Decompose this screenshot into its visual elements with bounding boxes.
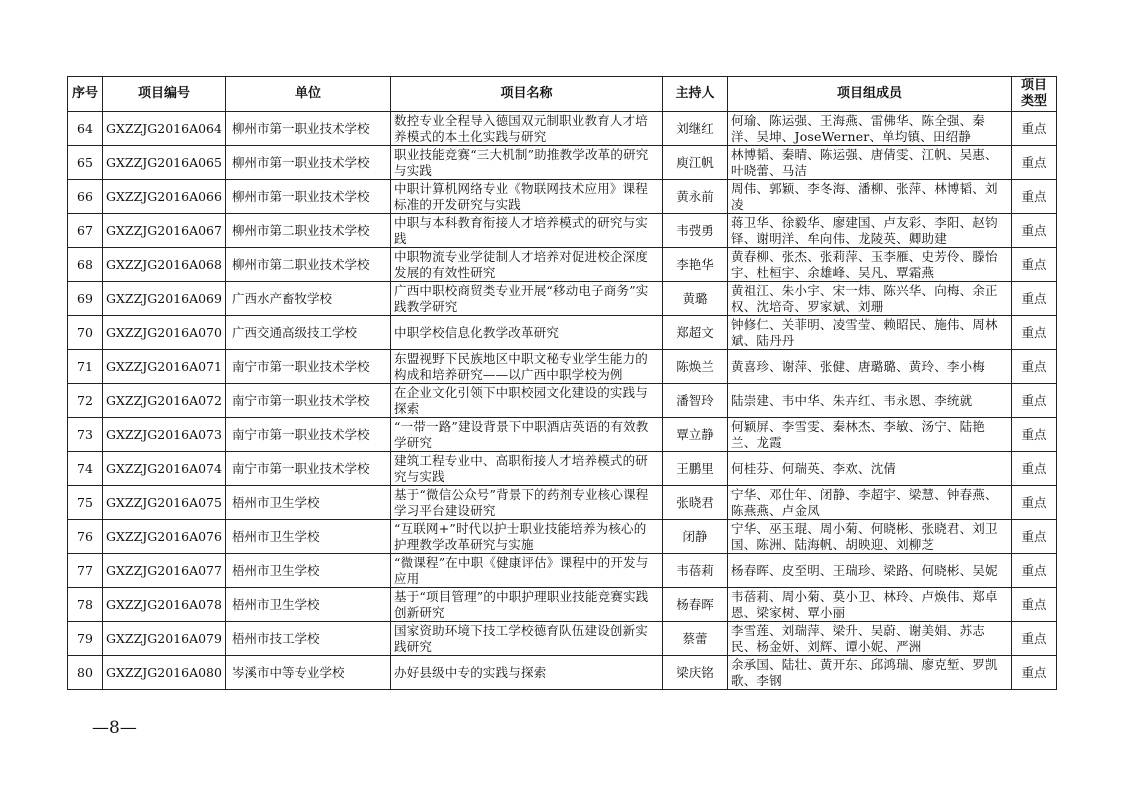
cell-seq: 65 xyxy=(68,146,103,180)
cell-unit: 柳州市第一职业技术学校 xyxy=(226,146,391,180)
cell-members: 宁华、巫玉琨、周小菊、何晓彬、张晓君、刘卫国、陈洲、陆海帆、胡映迎、刘柳芝 xyxy=(728,520,1012,554)
table-row xyxy=(68,384,1057,418)
cell-type: 重点 xyxy=(1012,316,1057,350)
header-name: 项目名称 xyxy=(391,77,663,112)
cell-name: 基于“微信公众号”背景下的药剂专业核心课程学习平台建设研究 xyxy=(391,486,663,520)
header-members: 项目组成员 xyxy=(728,77,1012,112)
cell-name: 基于“项目管理”的中职护理职业技能竞赛实践创新研究 xyxy=(391,588,663,622)
cell-host: 庾江帆 xyxy=(663,146,728,180)
cell-unit: 南宁市第一职业技术学校 xyxy=(226,418,391,452)
table-row xyxy=(68,350,1057,384)
cell-members: 何桂芬、何瑞英、李欢、沈倩 xyxy=(728,452,1012,486)
cell-unit: 广西交通高级技工学校 xyxy=(226,316,391,350)
cell-unit: 柳州市第二职业技术学校 xyxy=(226,214,391,248)
cell-code: GXZZJG2016A073 xyxy=(103,418,226,452)
cell-host: 黄永前 xyxy=(663,180,728,214)
header-host: 主持人 xyxy=(663,77,728,112)
table-row xyxy=(68,180,1057,214)
cell-members: 黄喜珍、谢萍、张健、唐璐璐、黄玲、李小梅 xyxy=(728,350,1012,384)
cell-code: GXZZJG2016A074 xyxy=(103,452,226,486)
cell-members: 韦蓓莉、周小菊、莫小卫、林玲、卢焕伟、郑卓恩、梁家树、覃小丽 xyxy=(728,588,1012,622)
cell-type: 重点 xyxy=(1012,656,1057,690)
cell-members: 周伟、郭颖、李冬海、潘柳、张萍、林博韬、刘凌 xyxy=(728,180,1012,214)
cell-name: 在企业文化引领下中职校园文化建设的实践与探索 xyxy=(391,384,663,418)
cell-members: 李雪莲、刘瑞萍、梁升、吴蔚、谢美娟、苏志民、杨金妍、刘辉、谭小妮、严洲 xyxy=(728,622,1012,656)
cell-seq: 64 xyxy=(68,112,103,146)
cell-seq: 73 xyxy=(68,418,103,452)
cell-seq: 68 xyxy=(68,248,103,282)
cell-seq: 69 xyxy=(68,282,103,316)
cell-name: “微课程”在中职《健康评估》课程中的开发与应用 xyxy=(391,554,663,588)
cell-code: GXZZJG2016A064 xyxy=(103,112,226,146)
cell-host: 蔡蕾 xyxy=(663,622,728,656)
cell-host: 潘智玲 xyxy=(663,384,728,418)
cell-members: 杨春晖、皮至明、王瑞珍、梁路、何晓彬、吴妮 xyxy=(728,554,1012,588)
cell-name: 职业技能竞赛“三大机制”助推教学改革的研究与实践 xyxy=(391,146,663,180)
cell-host: 黄璐 xyxy=(663,282,728,316)
header-seq: 序号 xyxy=(68,77,103,112)
cell-code: GXZZJG2016A069 xyxy=(103,282,226,316)
cell-type: 重点 xyxy=(1012,554,1057,588)
cell-seq: 70 xyxy=(68,316,103,350)
cell-members: 何颖屏、李雪雯、秦林杰、李敏、汤宁、陆艳兰、龙霞 xyxy=(728,418,1012,452)
table-row xyxy=(68,282,1057,316)
cell-name: 中职与本科教育衔接人才培养模式的研究与实践 xyxy=(391,214,663,248)
cell-unit: 岑溪市中等专业学校 xyxy=(226,656,391,690)
cell-host: 张晓君 xyxy=(663,486,728,520)
table-row xyxy=(68,554,1057,588)
cell-seq: 67 xyxy=(68,214,103,248)
cell-type: 重点 xyxy=(1012,214,1057,248)
cell-members: 钟修仁、关菲明、凌雪莹、赖昭民、施伟、周林斌、陆丹丹 xyxy=(728,316,1012,350)
cell-type: 重点 xyxy=(1012,418,1057,452)
cell-name: 中职学校信息化教学改革研究 xyxy=(391,316,663,350)
table-row xyxy=(68,656,1057,690)
cell-name: 办好县级中专的实践与探索 xyxy=(391,656,663,690)
cell-members: 何瑜、陈运强、王海燕、雷佛华、陈全强、秦洋、吴坤、JoseWerner、单均镇、田绍静 xyxy=(728,112,1012,146)
cell-type: 重点 xyxy=(1012,384,1057,418)
cell-type: 重点 xyxy=(1012,588,1057,622)
cell-type: 重点 xyxy=(1012,486,1057,520)
cell-host: 闭静 xyxy=(663,520,728,554)
cell-seq: 66 xyxy=(68,180,103,214)
cell-seq: 72 xyxy=(68,384,103,418)
cell-seq: 78 xyxy=(68,588,103,622)
cell-unit: 柳州市第一职业技术学校 xyxy=(226,112,391,146)
cell-host: 陈焕兰 xyxy=(663,350,728,384)
table-body xyxy=(68,112,1057,690)
table-row xyxy=(68,520,1057,554)
cell-code: GXZZJG2016A065 xyxy=(103,146,226,180)
cell-code: GXZZJG2016A079 xyxy=(103,622,226,656)
cell-type: 重点 xyxy=(1012,520,1057,554)
cell-members: 林博韬、秦晴、陈运强、唐倩雯、江帆、吴惠、叶晓蕾、马洁 xyxy=(728,146,1012,180)
cell-unit: 柳州市第二职业技术学校 xyxy=(226,248,391,282)
table-row xyxy=(68,112,1057,146)
cell-host: 韦蓓莉 xyxy=(663,554,728,588)
cell-unit: 南宁市第一职业技术学校 xyxy=(226,452,391,486)
cell-unit: 南宁市第一职业技术学校 xyxy=(226,350,391,384)
table-row xyxy=(68,146,1057,180)
cell-unit: 柳州市第一职业技术学校 xyxy=(226,180,391,214)
cell-seq: 80 xyxy=(68,656,103,690)
cell-type: 重点 xyxy=(1012,622,1057,656)
cell-code: GXZZJG2016A077 xyxy=(103,554,226,588)
cell-host: 王鹏里 xyxy=(663,452,728,486)
cell-type: 重点 xyxy=(1012,452,1057,486)
cell-members: 蒋卫华、徐毅华、廖建国、卢友彩、李阳、赵钧铎、谢明洋、牟向伟、龙陵英、卿助建 xyxy=(728,214,1012,248)
cell-type: 重点 xyxy=(1012,180,1057,214)
cell-host: 梁庆铭 xyxy=(663,656,728,690)
cell-name: “一带一路”建设背景下中职酒店英语的有效教学研究 xyxy=(391,418,663,452)
cell-name: 国家资助环境下技工学校德育队伍建设创新实践研究 xyxy=(391,622,663,656)
page-number: —8— xyxy=(92,718,137,738)
header-unit: 单位 xyxy=(226,77,391,112)
cell-name: 广西中职校商贸类专业开展“移动电子商务”实践教学研究 xyxy=(391,282,663,316)
cell-code: GXZZJG2016A078 xyxy=(103,588,226,622)
cell-code: GXZZJG2016A076 xyxy=(103,520,226,554)
cell-name: “互联网+”时代以护士职业技能培养为核心的护理教学改革研究与实施 xyxy=(391,520,663,554)
cell-unit: 南宁市第一职业技术学校 xyxy=(226,384,391,418)
project-table xyxy=(67,76,1057,690)
table-row xyxy=(68,418,1057,452)
cell-type: 重点 xyxy=(1012,146,1057,180)
cell-type: 重点 xyxy=(1012,282,1057,316)
table-header-row xyxy=(68,77,1057,112)
table-row xyxy=(68,452,1057,486)
cell-members: 宁华、邓仕年、闭静、李超宇、梁慧、钟春燕、陈燕燕、卢金凤 xyxy=(728,486,1012,520)
cell-members: 黄祖江、朱小宇、宋一炜、陈兴华、向梅、余正权、沈培奇、罗家斌、刘珊 xyxy=(728,282,1012,316)
cell-unit: 梧州市技工学校 xyxy=(226,622,391,656)
cell-host: 韦弢勇 xyxy=(663,214,728,248)
cell-code: GXZZJG2016A080 xyxy=(103,656,226,690)
cell-host: 杨春晖 xyxy=(663,588,728,622)
cell-members: 余承国、陆壮、黄开东、邱鸿瑞、廖克堑、罗凯歌、李钢 xyxy=(728,656,1012,690)
cell-host: 李艳华 xyxy=(663,248,728,282)
cell-seq: 79 xyxy=(68,622,103,656)
cell-name: 数控专业全程导入德国双元制职业教育人才培养模式的本土化实践与研究 xyxy=(391,112,663,146)
table-row xyxy=(68,248,1057,282)
header-type: 项目类型 xyxy=(1012,77,1057,112)
cell-code: GXZZJG2016A068 xyxy=(103,248,226,282)
cell-name: 中职物流专业学徒制人才培养对促进校企深度发展的有效性研究 xyxy=(391,248,663,282)
header-code: 项目编号 xyxy=(103,77,226,112)
cell-seq: 74 xyxy=(68,452,103,486)
table-row xyxy=(68,316,1057,350)
table-row xyxy=(68,214,1057,248)
cell-type: 重点 xyxy=(1012,112,1057,146)
cell-unit: 广西水产畜牧学校 xyxy=(226,282,391,316)
table-row xyxy=(68,588,1057,622)
cell-name: 中职计算机网络专业《物联网技术应用》课程标准的开发研究与实践 xyxy=(391,180,663,214)
cell-seq: 75 xyxy=(68,486,103,520)
cell-code: GXZZJG2016A066 xyxy=(103,180,226,214)
cell-seq: 76 xyxy=(68,520,103,554)
cell-code: GXZZJG2016A071 xyxy=(103,350,226,384)
cell-host: 郑超文 xyxy=(663,316,728,350)
cell-unit: 梧州市卫生学校 xyxy=(226,486,391,520)
table-row xyxy=(68,486,1057,520)
cell-code: GXZZJG2016A070 xyxy=(103,316,226,350)
cell-members: 黄春柳、张杰、张莉萍、玉李雁、史芳伶、滕怡宇、杜桓宇、余雄峰、吴凡、覃霜燕 xyxy=(728,248,1012,282)
cell-unit: 梧州市卫生学校 xyxy=(226,554,391,588)
cell-host: 覃立静 xyxy=(663,418,728,452)
cell-seq: 77 xyxy=(68,554,103,588)
cell-name: 建筑工程专业中、高职衔接人才培养模式的研究与实践 xyxy=(391,452,663,486)
cell-name: 东盟视野下民族地区中职文秘专业学生能力的构成和培养研究——以广西中职学校为例 xyxy=(391,350,663,384)
table-row xyxy=(68,622,1057,656)
cell-type: 重点 xyxy=(1012,248,1057,282)
cell-code: GXZZJG2016A072 xyxy=(103,384,226,418)
cell-unit: 梧州市卫生学校 xyxy=(226,520,391,554)
cell-host: 刘继红 xyxy=(663,112,728,146)
cell-code: GXZZJG2016A067 xyxy=(103,214,226,248)
cell-type: 重点 xyxy=(1012,350,1057,384)
cell-code: GXZZJG2016A075 xyxy=(103,486,226,520)
cell-seq: 71 xyxy=(68,350,103,384)
cell-members: 陆崇建、韦中华、朱卉红、韦永恩、李统就 xyxy=(728,384,1012,418)
cell-unit: 梧州市卫生学校 xyxy=(226,588,391,622)
